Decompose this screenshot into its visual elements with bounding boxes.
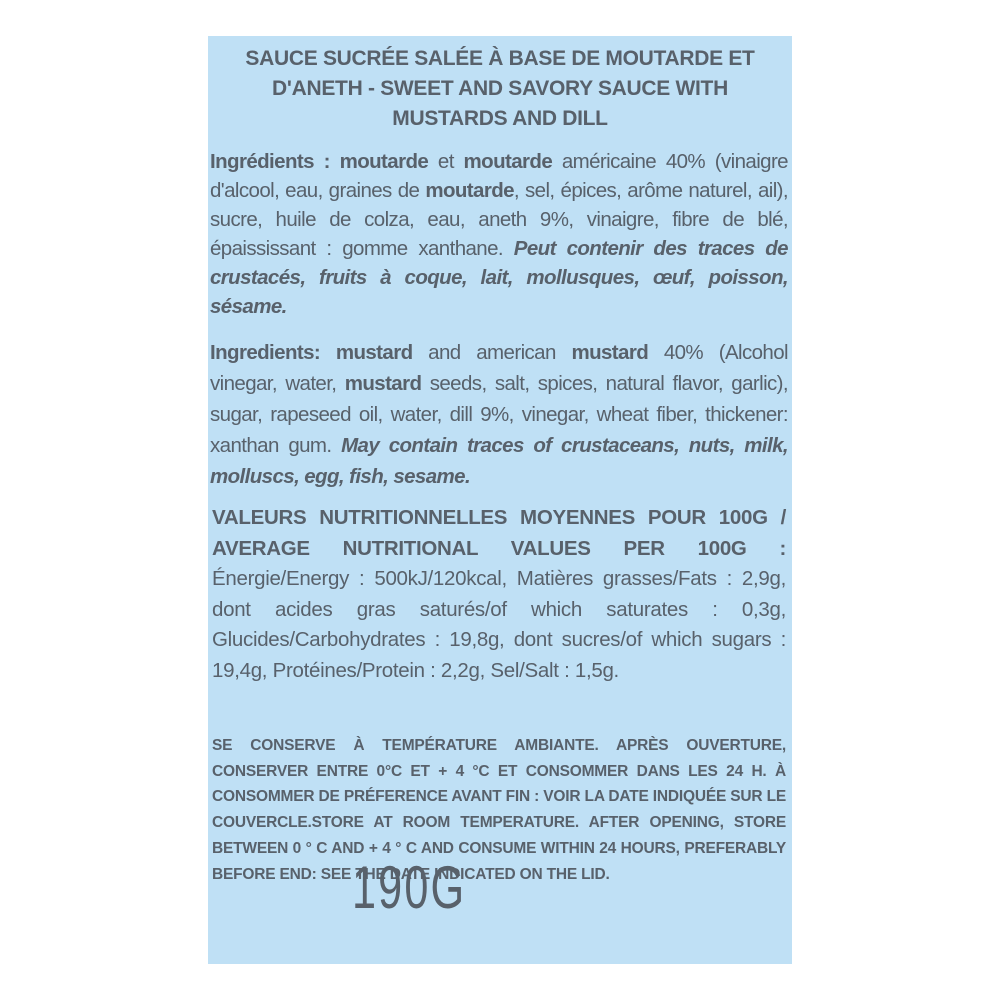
ingredients-text: and american — [412, 341, 572, 364]
ingredients-fr-heading: Ingrédients : — [210, 150, 330, 173]
nutrition-values: Énergie/Energy : 500kJ/120kcal, Matières grasses/Fats : 2,9g, dont acides gras saturés/of which saturates : 0,3g, Glucides/Carbohydrates : 19,8g, dont sucres/of which sugars : 19,4g, Protéines/Protein : 2,2g, Sel/Salt : 1,5g. — [212, 567, 786, 682]
ingredients-text: , sel, épices, arôme naturel, ail), sucre, huile de colza, eau, aneth 9%, vinaigre, fibre de blé, épaississant : gomme xanthane. — [210, 179, 788, 260]
ingredients-text: américaine 40% (vinaigre d'alcool, eau, graines de — [210, 150, 788, 202]
ingredients-french — [208, 147, 792, 321]
allergen-word: mustard — [335, 341, 413, 364]
storage-instructions: SE CONSERVE À TEMPÉRATURE AMBIANTE. APRÈS OUVERTURE, CONSERVER ENTRE 0°C ET + 4 °C ET CONSOMMER DANS LES 24 H. À CONSOMMER DE PRÉFERENCE AVANT FIN : VOIR LA DATE INDIQUÉE SUR LE COUVERCLE.STORE AT ROOM TEMPERATURE. AFTER OPENING, STORE BETWEEN 0 ° C AND + 4 ° C AND CONSUME WITHIN 24 HOURS, PREFERABLY BEFORE END: SEE THE DATE INDICATED ON THE LID. — [212, 737, 786, 883]
allergen-word: mustard — [344, 372, 422, 395]
allergen-word: moutarde — [425, 179, 514, 202]
nutrition-facts — [208, 503, 792, 686]
ingredients-text: seeds, salt, spices, natural flavor, garlic), sugar, rapeseed oil, water, dill 9%, vinegar, wheat fiber, thickener: xanthan gum. — [210, 372, 788, 457]
allergen-word: moutarde — [339, 150, 429, 173]
allergen-warning-en: May contain traces of crustaceans, nuts, milk, molluscs, egg, fish, sesame. — [210, 434, 789, 488]
allergen-warning-fr: Peut contenir des traces de crustacés, fruits à coque, lait, mollusques, œuf, poisson, sésame. — [210, 237, 788, 318]
ingredients-en-heading: Ingredients: — [210, 341, 321, 364]
net-weight: 190G — [352, 854, 467, 921]
ingredients-text: 40% (Alcohol vinegar, water, — [210, 341, 788, 395]
product-label — [208, 36, 792, 964]
allergen-word: moutarde — [463, 150, 553, 173]
ingredients-english — [208, 337, 792, 492]
product-title: SAUCE SUCRÉE SALÉE À BASE DE MOUTARDE ET D'ANETH - SWEET AND SAVORY SAUCE WITH MUSTARDS AND DILL — [245, 47, 755, 130]
ingredients-text: et — [428, 150, 464, 173]
nutrition-heading: VALEURS NUTRITIONNELLES MOYENNES POUR 100G / AVERAGE NUTRITIONAL VALUES PER 100G : — [212, 506, 786, 560]
allergen-word: mustard — [571, 341, 649, 364]
